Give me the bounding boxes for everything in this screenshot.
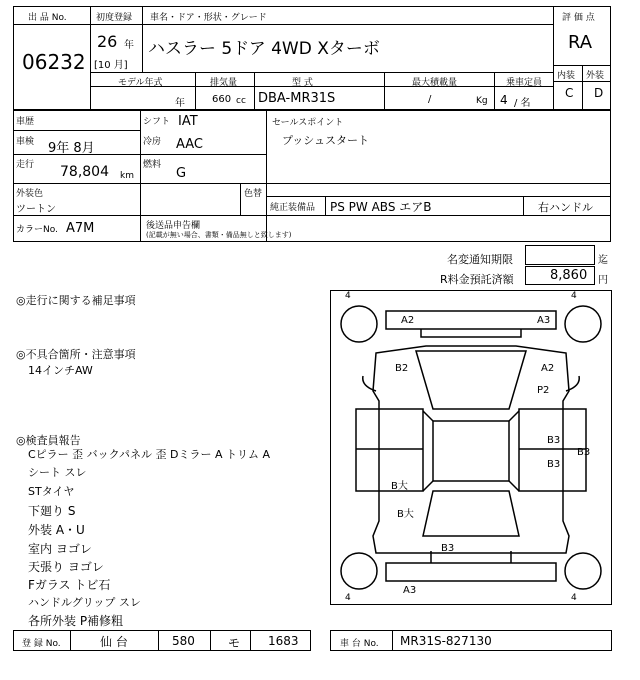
interior-label: 内装 — [557, 71, 576, 81]
inspection: 9年 8月 — [48, 141, 95, 156]
inspector-line: 各所外装 P補修粗 — [28, 614, 124, 628]
reg-no-label: 登 録 No. — [22, 639, 61, 649]
ac-label: 冷房 — [143, 137, 162, 147]
color-no-label: カラーNo. — [16, 225, 58, 235]
divider — [90, 72, 553, 73]
options: PS PW ABS エアB — [330, 200, 432, 214]
divider — [158, 630, 159, 651]
recycle-label: R料金預託済額 — [440, 273, 514, 286]
recycle-value: 8,860 — [550, 268, 588, 283]
divider — [523, 196, 524, 215]
divider — [240, 183, 241, 215]
name-change-value-box — [525, 245, 595, 265]
divider — [266, 196, 611, 197]
damage-mark: A2 — [401, 315, 415, 326]
displacement: 660 — [212, 94, 232, 105]
damage-mark: A3 — [403, 585, 417, 596]
defect-item: 14インチAW — [28, 364, 93, 377]
divider — [13, 24, 90, 25]
divider — [266, 110, 267, 242]
exterior-label: 外装 — [586, 71, 605, 81]
displacement-unit: cc — [236, 96, 246, 106]
inspector-line: Fガラス トビ石 — [28, 578, 111, 592]
capacity-label: 乗車定員 — [506, 78, 543, 88]
inspector-line: シート スレ — [28, 466, 87, 479]
divider — [90, 6, 91, 110]
capacity: 4 — [500, 93, 508, 107]
fuel-label: 燃料 — [143, 160, 162, 170]
type-label: 型 式 — [292, 78, 313, 88]
mileage-unit: km — [120, 171, 134, 181]
car-diagram — [330, 290, 612, 605]
reg-kana: モ — [228, 636, 241, 650]
divider — [195, 72, 196, 110]
damage-mark: B3 — [547, 435, 561, 446]
max-load-label: 最大積載量 — [412, 78, 458, 88]
inspector-heading: ◎検査員報告 — [16, 434, 81, 447]
damage-mark: B3 — [577, 447, 591, 458]
divider — [13, 183, 611, 184]
inspection-label: 車検 — [16, 137, 35, 147]
inspector-line: 天張り ヨゴレ — [28, 560, 104, 574]
divider — [582, 65, 583, 110]
lot-number: 06232 — [22, 50, 86, 74]
inspector-line: 下廻り S — [28, 504, 76, 518]
damage-mark: P2 — [537, 385, 550, 396]
divider — [494, 72, 495, 110]
mileage: 78,804 — [60, 164, 109, 180]
reg-class: 580 — [172, 634, 195, 648]
tire-label: 4 — [571, 291, 577, 301]
inspector-line: 室内 ヨゴレ — [28, 542, 92, 556]
divider — [13, 24, 553, 25]
aftermarket-note: (記載が無い場合、書類・備品無しと致します) — [146, 231, 292, 239]
ext-color: ツートン — [16, 204, 56, 215]
name-change-label: 名変通知期限 — [447, 253, 513, 266]
color-change-label: 色替 — [244, 189, 263, 199]
damage-mark: A3 — [537, 315, 551, 326]
sales-point-label: セールスポイント — [272, 118, 344, 128]
damage-mark: B大 — [397, 509, 414, 520]
ext-color-label: 外装色 — [16, 189, 44, 199]
inspector-line: STタイヤ — [28, 485, 75, 498]
exterior-score: D — [594, 86, 604, 100]
shift: IAT — [178, 114, 198, 129]
score-label: 評 価 点 — [562, 13, 595, 23]
reg-year: 26 — [97, 32, 118, 51]
name-label: 車名・ドア・形状・グレード — [150, 13, 267, 23]
driving-heading: ◎走行に関する補足事項 — [16, 294, 136, 307]
tire-label: 4 — [345, 593, 351, 603]
model-year-label: モデル年式 — [118, 78, 163, 88]
divider — [392, 630, 393, 651]
reg-area: 仙 台 — [100, 635, 128, 649]
divider — [384, 72, 385, 110]
damage-mark: B大 — [391, 481, 408, 492]
history-label: 車歴 — [16, 117, 35, 127]
max-load-value: / — [428, 94, 432, 105]
divider — [250, 630, 251, 651]
damage-mark: B2 — [395, 363, 409, 374]
model-year-unit: 年 — [175, 98, 185, 109]
inspector-line: 外装 A・U — [28, 523, 85, 537]
options-label: 純正装備品 — [270, 203, 316, 213]
chassis-number: MR31S-827130 — [400, 634, 492, 648]
divider — [254, 72, 255, 110]
divider — [325, 196, 326, 215]
ac: AAC — [176, 137, 203, 152]
reg-month: [10 月] — [94, 60, 128, 71]
divider — [142, 6, 143, 72]
divider — [13, 130, 140, 131]
divider — [13, 215, 611, 216]
tire-label: 4 — [345, 291, 351, 301]
car-outline — [331, 291, 611, 604]
mileage-label: 走行 — [16, 160, 35, 170]
divider — [140, 110, 141, 242]
damage-mark: A2 — [541, 363, 555, 374]
recycle-unit: 円 — [598, 275, 608, 286]
capacity-unit: / 名 — [514, 98, 531, 109]
displacement-label: 排気量 — [210, 78, 238, 88]
shift-label: シフト — [143, 117, 171, 127]
damage-mark: B3 — [441, 543, 455, 554]
inspector-line: ハンドルグリップ スレ — [28, 596, 141, 609]
name-change-suffix: 迄 — [598, 255, 608, 266]
chassis-label: 車 台 No. — [340, 639, 379, 649]
fuel: G — [176, 166, 187, 181]
first-reg-label: 初度登録 — [96, 13, 133, 23]
inspector-line: Cピラー 歪 バックパネル 歪 Dミラー A トリム A — [28, 448, 271, 461]
car-name: ハスラー 5ドア 4WD Xターボ — [148, 39, 380, 59]
interior-score: C — [565, 86, 574, 100]
score: RA — [568, 32, 593, 53]
year-suffix: 年 — [124, 40, 134, 51]
divider — [70, 630, 71, 651]
type: DBA-MR31S — [258, 91, 336, 106]
color-no: A7M — [66, 221, 95, 236]
defects-heading: ◎不具合箇所・注意事項 — [16, 348, 136, 361]
divider — [210, 630, 211, 651]
divider — [553, 6, 554, 110]
max-load-unit: Kg — [476, 96, 488, 106]
aftermarket-label: 後送品申告欄 — [146, 221, 201, 231]
sales-point: プッシュスタート — [282, 134, 370, 147]
steering: 右ハンドル — [538, 201, 593, 214]
reg-number: 1683 — [268, 634, 299, 648]
damage-mark: B3 — [547, 459, 561, 470]
tire-label: 4 — [571, 593, 577, 603]
lot-label: 出 品 No. — [28, 13, 67, 23]
